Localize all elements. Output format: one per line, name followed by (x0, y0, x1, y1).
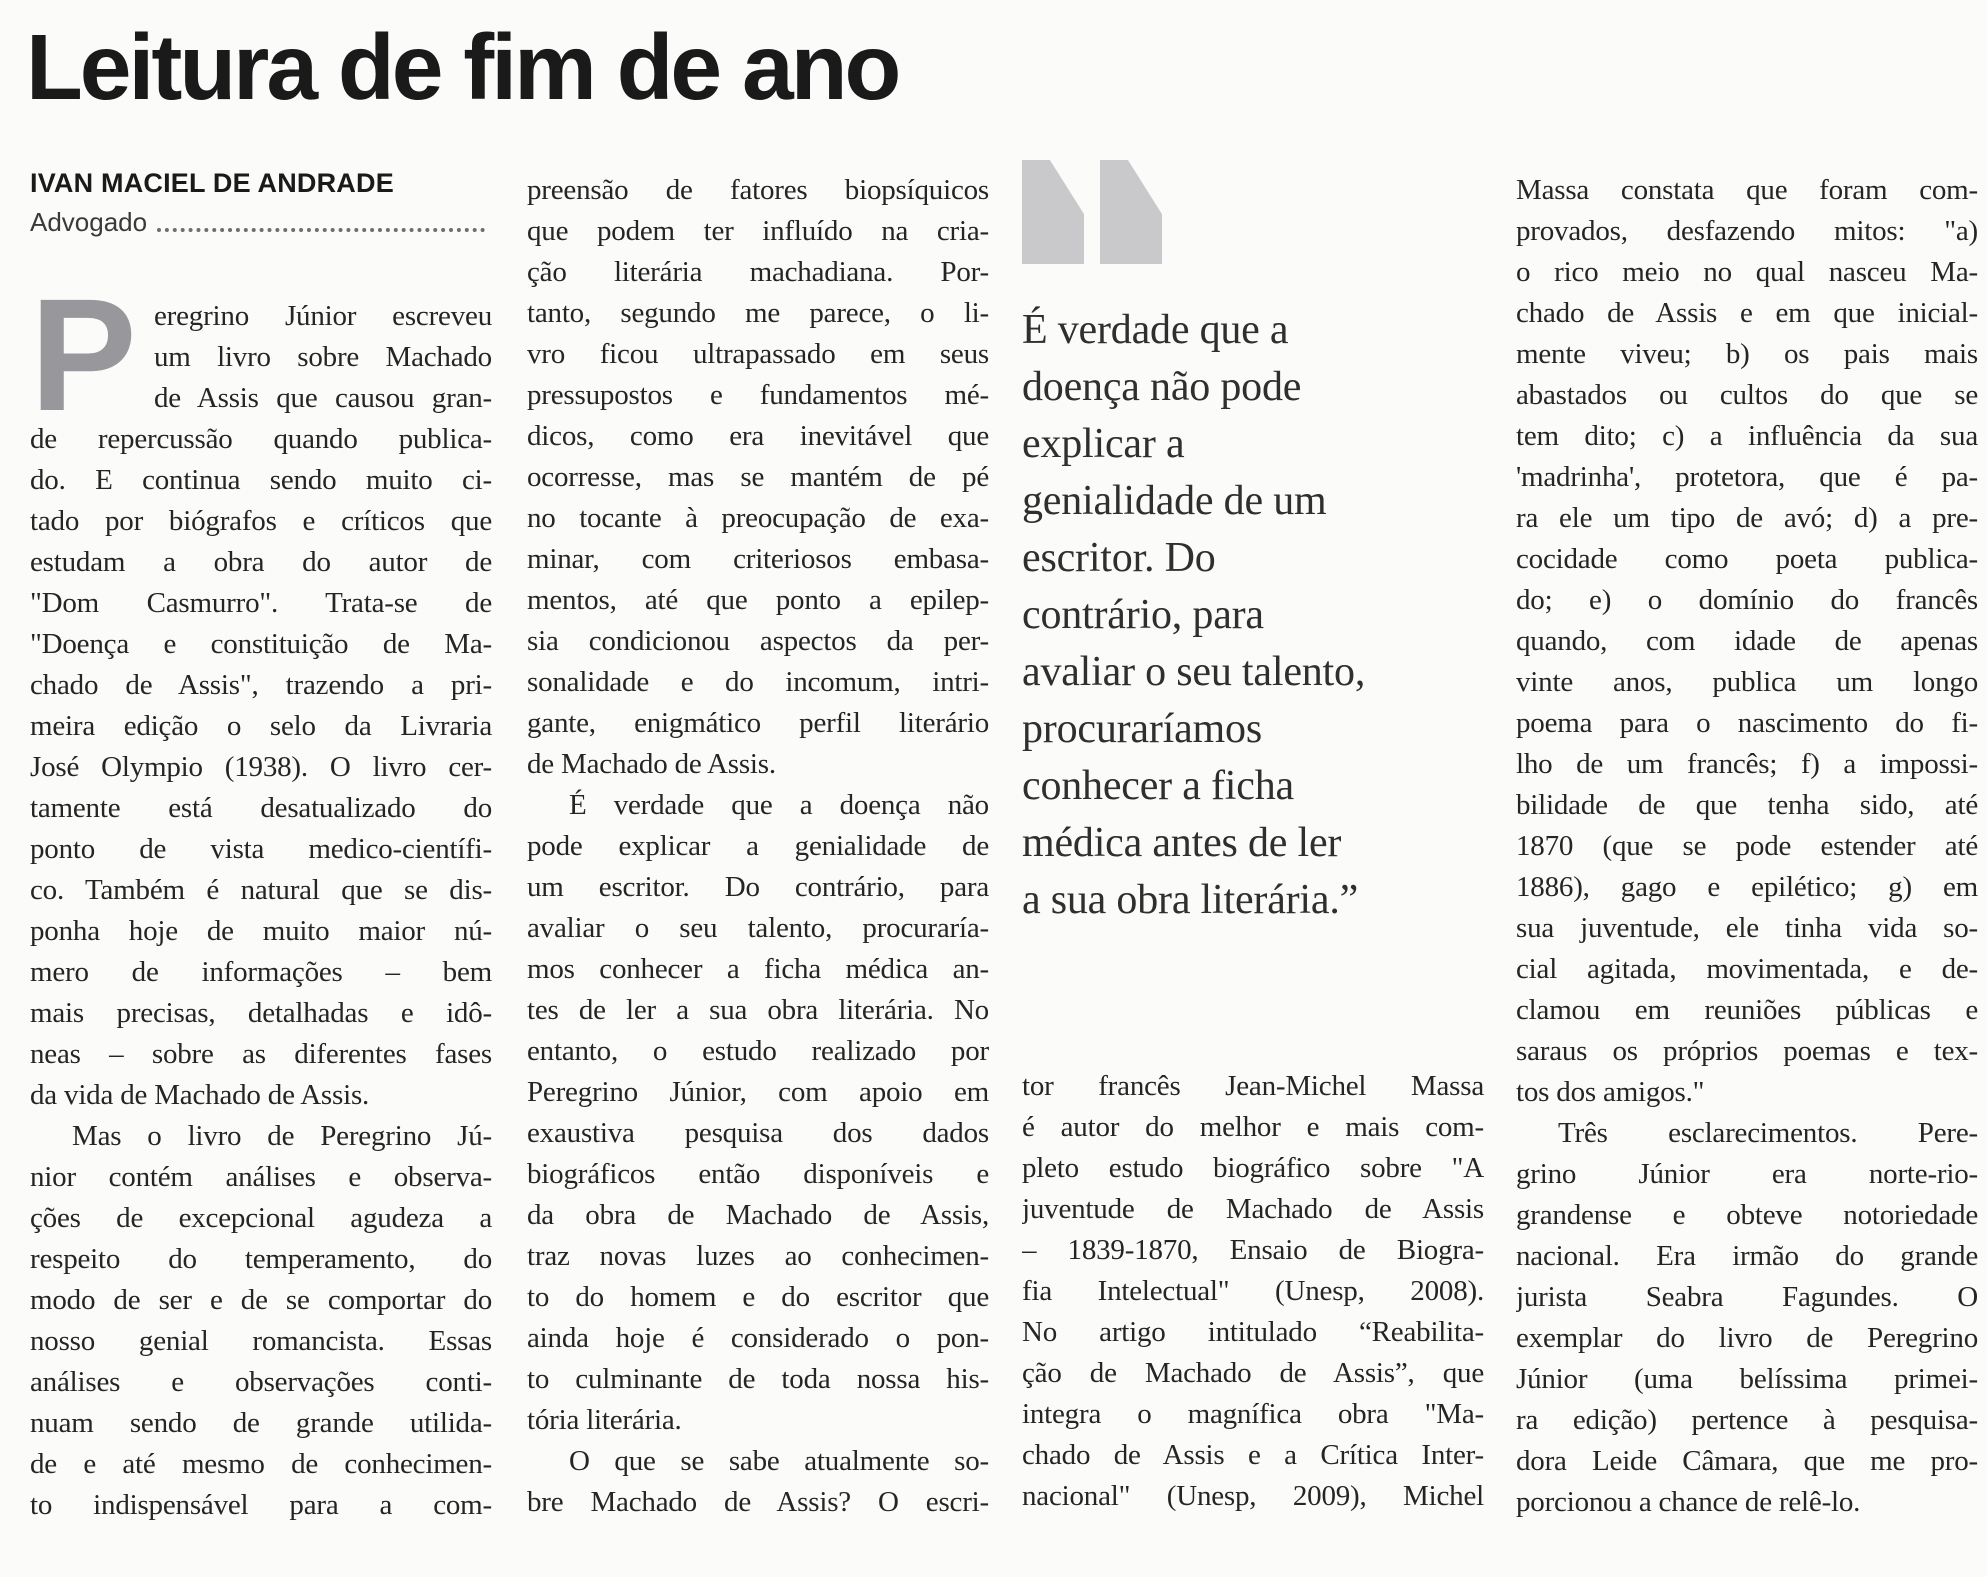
text-line: tamente está desatualizado do (30, 792, 492, 824)
text-line: chado de Assis", trazendo a pri- (30, 669, 492, 701)
column-4 (1516, 170, 1978, 1523)
article-title: Leitura de fim de ano (26, 15, 899, 119)
text-line: de e até mesmo de conhecimen- (30, 1448, 492, 1480)
text-line: um livro sobre Machado (154, 341, 492, 373)
text-line: ra ele um tipo de avó; d) a pre- (1516, 502, 1978, 534)
text-line: um escritor. Do contrário, para (527, 871, 989, 903)
text-line: co. Também é natural que se dis- (30, 874, 492, 906)
byline (30, 168, 485, 237)
text-line: sonalidade e do incomum, intri- (527, 666, 989, 698)
text-line: sua juventude, ele tinha vida so- (1516, 912, 1978, 944)
text-line: eregrino Júnior escreveu (154, 300, 492, 332)
text-line: cial agitada, movimentada, e de- (1516, 953, 1978, 985)
text-line: ção literária machadiana. Por- (527, 256, 989, 288)
text-line: chado de Assis e em que inicial- (1516, 297, 1978, 329)
text-line: dicos, como era inevitável que (527, 420, 989, 452)
text-line: jurista Seabra Fagundes. O (1516, 1281, 1978, 1313)
text-line: que podem ter influído na cria- (527, 215, 989, 247)
text-line: ções de excepcional agudeza a (30, 1202, 492, 1234)
text-line: 1886), gago e epilético; g) em (1516, 871, 1978, 903)
text-line: dora Leide Câmara, que me pro- (1516, 1445, 1978, 1477)
text-line: tor francês Jean-Michel Massa (1022, 1070, 1484, 1102)
text-line: Mas o livro de Peregrino Jú- (72, 1120, 492, 1152)
text-line: minar, com criteriosos embasa- (527, 543, 989, 575)
text-line: cocidade como poeta publica- (1516, 543, 1978, 575)
text-line: tem dito; c) a influência da sua (1516, 420, 1978, 452)
text-line: escritor. Do (1022, 535, 1216, 581)
text-line: nior contém análises e observa- (30, 1161, 492, 1193)
text-line: genialidade de um (1022, 478, 1327, 524)
text-line: Três esclarecimentos. Pere- (1558, 1117, 1978, 1149)
text-line: do; e) o domínio do francês (1516, 584, 1978, 616)
text-line: pressupostos e fundamentos mé- (527, 379, 989, 411)
text-line: "Dom Casmurro". Trata-se de (30, 587, 492, 619)
open-quote-shape (1100, 160, 1162, 264)
text-line: porcionou a chance de relê-lo. (1516, 1486, 1861, 1518)
text-line: avaliar o seu talento, (1022, 649, 1366, 695)
text-line: grino Júnior era norte-rio- (1516, 1158, 1978, 1190)
text-line: ponto de vista medico-científi- (30, 833, 492, 865)
text-line: É verdade que a (1022, 307, 1289, 353)
text-line: vro ficou ultrapassado em seus (527, 338, 989, 370)
text-line: 1870 (que se pode estender até (1516, 830, 1978, 862)
open-quote-shape (1022, 160, 1084, 264)
text-line: traz novas luzes ao conhecimen- (527, 1240, 989, 1272)
text-line: saraus os próprios poemas e tex- (1516, 1035, 1978, 1067)
column-3-body (1022, 1066, 1484, 1517)
text-line: nacional. Era irmão do grande (1516, 1240, 1978, 1272)
text-line: do. E continua sendo muito ci- (30, 464, 492, 496)
text-line: modo de ser e de se comportar do (30, 1284, 492, 1316)
text-line: Júnior (uma belíssima primei- (1516, 1363, 1978, 1395)
text-line: análises e observações conti- (30, 1366, 492, 1398)
text-line: ponha hoje de muito maior nú- (30, 915, 492, 947)
text-line: de repercussão quando publica- (30, 423, 492, 455)
text-line: Massa constata que foram com- (1516, 174, 1978, 206)
text-line: to do homem e do escritor que (527, 1281, 989, 1313)
text-line: Peregrino Júnior, com apoio em (527, 1076, 989, 1108)
text-line: nuam sendo de grande utilida- (30, 1407, 492, 1439)
text-line: entanto, o estudo realizado por (527, 1035, 989, 1067)
text-line: neas – sobre as diferentes fases (30, 1038, 492, 1070)
byline-dotted-rule (157, 228, 485, 232)
text-line: ção de Machado de Assis”, que (1022, 1357, 1484, 1389)
text-line: fia Intelectual" (Unesp, 2008). (1022, 1275, 1484, 1307)
text-line: de Machado de Assis. (527, 748, 776, 780)
pull-quote (1022, 160, 1484, 929)
text-line: integra o magnífica obra "Ma- (1022, 1398, 1484, 1430)
text-line: da vida de Machado de Assis. (30, 1079, 370, 1111)
column-1 (30, 265, 492, 1526)
text-line: abastados ou cultos do que se (1516, 379, 1978, 411)
text-line: nosso genial romancista. Essas (30, 1325, 492, 1357)
text-line: a sua obra literária.” (1022, 877, 1359, 923)
byline-role: Advogado (30, 207, 148, 237)
text-line: juventude de Machado de Assis (1022, 1193, 1484, 1225)
text-line: clamou em reuniões públicas e (1516, 994, 1978, 1026)
text-line: ra edição) pertence à pesquisa- (1516, 1404, 1978, 1436)
text-line: É verdade que a doença não (569, 789, 989, 821)
text-line: lho de um francês; f) a impossi- (1516, 748, 1978, 780)
text-line: – 1839-1870, Ensaio de Biogra- (1022, 1234, 1484, 1266)
text-line: to indispensável para a com- (30, 1489, 492, 1521)
text-line: O que se sabe atualmente so- (569, 1445, 989, 1477)
text-line: provados, desfazendo mitos: "a) (1516, 215, 1978, 247)
text-line: grandense e obteve notoriedade (1516, 1199, 1978, 1231)
text-line: biográficos então disponíveis e (527, 1158, 989, 1190)
quotation-marks-icon (1022, 160, 1484, 264)
byline-author: IVAN MACIEL DE ANDRADE (30, 168, 394, 198)
text-line: pode explicar a genialidade de (527, 830, 989, 862)
text-line: vinte anos, publica um longo (1516, 666, 1978, 698)
text-line: explicar a (1022, 421, 1185, 467)
text-line: bilidade de que tenha sido, até (1516, 789, 1978, 821)
pull-quote-text (1022, 302, 1484, 929)
text-line: to culminante de toda nossa his- (527, 1363, 989, 1395)
byline-role-row (30, 208, 485, 237)
text-line: tanto, segundo me parece, o li- (527, 297, 989, 329)
text-line: conhecer a ficha (1022, 763, 1294, 809)
text-line: tes de ler a sua obra literária. No (527, 994, 989, 1026)
text-line: tos dos amigos." (1516, 1076, 1705, 1108)
text-line: o rico meio no qual nasceu Ma- (1516, 256, 1978, 288)
text-line: exemplar do livro de Peregrino (1516, 1322, 1978, 1354)
text-line: mentos, até que ponto a epilep- (527, 584, 989, 616)
drop-cap: P (30, 265, 137, 444)
text-line: bre Machado de Assis? O escri- (527, 1486, 989, 1518)
text-line: estudam a obra do autor de (30, 546, 492, 578)
text-line: chado de Assis e a Crítica Inter- (1022, 1439, 1484, 1471)
text-line: respeito do temperamento, do (30, 1243, 492, 1275)
text-line: No artigo intitulado “Reabilita- (1022, 1316, 1484, 1348)
text-line: procuraríamos (1022, 706, 1262, 752)
text-line: "Doença e constituição de Ma- (30, 628, 492, 660)
text-line: ocorresse, mas se mantém de pé (527, 461, 989, 493)
text-line: 'madrinha', protetora, que é pa- (1516, 461, 1978, 493)
text-line: mero de informações – bem (30, 956, 492, 988)
text-line: quando, com idade de apenas (1516, 625, 1978, 657)
text-line: mais precisas, detalhadas e idô- (30, 997, 492, 1029)
text-line: contrário, para (1022, 592, 1264, 638)
text-line: doença não pode (1022, 364, 1302, 410)
text-line: no tocante à preocupação de exa- (527, 502, 989, 534)
text-line: preensão de fatores biopsíquicos (527, 174, 989, 206)
text-line: de Assis que causou gran- (154, 382, 492, 414)
text-line: mos conhecer a ficha médica an- (527, 953, 989, 985)
text-line: nacional" (Unesp, 2009), Michel (1022, 1480, 1484, 1512)
text-line: exaustiva pesquisa dos dados (527, 1117, 989, 1149)
text-line: pleto estudo biográfico sobre "A (1022, 1152, 1484, 1184)
text-line: ainda hoje é considerado o pon- (527, 1322, 989, 1354)
text-line: tado por biógrafos e críticos que (30, 505, 492, 537)
text-line: sia condicionou aspectos da per- (527, 625, 989, 657)
text-line: José Olympio (1938). O livro cer- (30, 751, 492, 783)
text-line: avaliar o seu talento, procuraría- (527, 912, 989, 944)
text-line: da obra de Machado de Assis, (527, 1199, 989, 1231)
text-line: médica antes de ler (1022, 820, 1342, 866)
text-line: poema para o nascimento do fi- (1516, 707, 1978, 739)
text-line: meira edição o selo da Livraria (30, 710, 492, 742)
text-line: mente viveu; b) os pais mais (1516, 338, 1978, 370)
column-2 (527, 170, 989, 1523)
text-line: é autor do melhor e mais com- (1022, 1111, 1484, 1143)
text-line: tória literária. (527, 1404, 682, 1436)
text-line: gante, enigmático perfil literário (527, 707, 989, 739)
